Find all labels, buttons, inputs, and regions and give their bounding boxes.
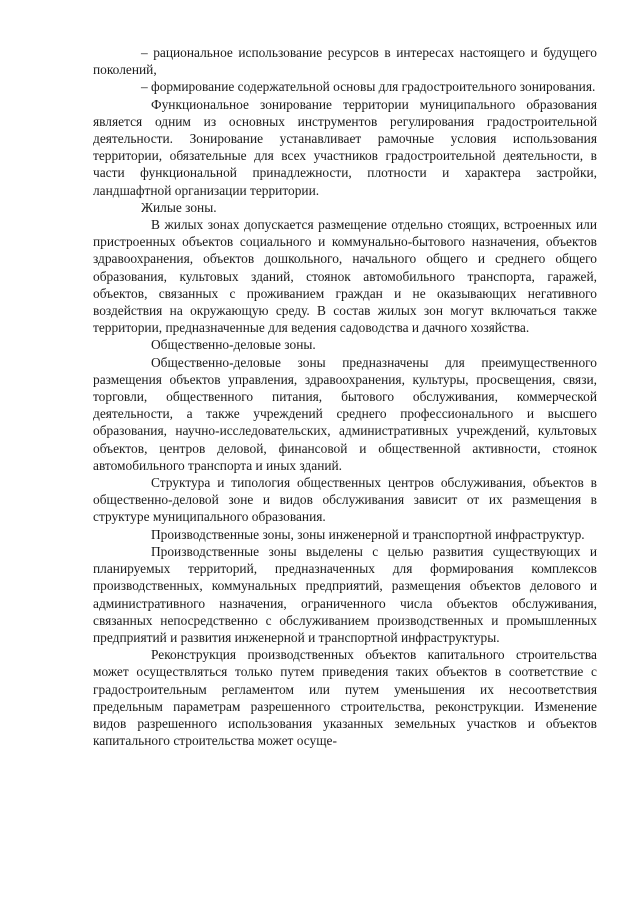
list-item-zoning-basis: – формирование содержательной основы для градостроительного зонирования. [141, 79, 596, 95]
section-heading-production: Производственные зоны, зоны инженерной и транспортной инфраструктур. [151, 526, 585, 542]
section-heading-residential: Жилые зоны. [141, 199, 217, 215]
paragraph-production-zones: Производственные зоны выделены с целью развития существующих и планируемых территорий, предназначенных для формирования комплексов производственных, коммунальных предприятий, размещения объектов делового и административного назначения, ограниченного числа объектов обслуживания, связанных непосредственно с обслуживанием производственных и промышленных предприятий и развития инженерной и транспортной инфраструктуры. [93, 543, 597, 645]
paragraph-reconstruction: Реконструкция производственных объектов капитального строительства может осуществляться только путем приведения таких объектов в соответствие с градостроительным регламентом или путем уменьшения их несоответствия предельным параметрам разрешенного строительства, реконструкции. Изменение видов разрешенного использования указанных земельных участков и объектов капитального строительства может осуще- [93, 647, 597, 749]
section-heading-public-business: Общественно-деловые зоны. [151, 337, 316, 353]
document-page [93, 44, 597, 749]
paragraph-residential: В жилых зонах допускается размещение отдельно стоящих, встроенных или пристроенных объектов социального и коммунально-бытового назначения, объектов здравоохранения, объектов дошкольного, начального общего и среднего общего образования, культовых зданий, стоянок автомобильного транспорта, гаражей, объектов, связанных с проживанием граждан и не оказывающих негативного воздействия на окружающую среду. В состав жилых зон могут включаться также территории, предназначенные для ведения садоводства и дачного хозяйства. [93, 217, 597, 336]
list-item-resources: – рациональное использование ресурсов в интересах настоящего и будущего поколений, [93, 45, 597, 78]
paragraph-structure-typology: Структура и типология общественных центров обслуживания, объектов в общественно-деловой зоне и видов обслуживания зависит от их размещения в структуре муниципального образования. [93, 475, 597, 525]
paragraph-functional-zoning: Функциональное зонирование территории муниципального образования является одним из основных инструментов регулирования градостроительной деятельности. Зонирование устанавливает рамочные условия использования территории, обязательные для всех участников градостроительной деятельности, в части функциональной принадлежности, плотности и характера застройки, ландшафтной организации территории. [93, 96, 597, 198]
paragraph-public-business: Общественно-деловые зоны предназначены для преимущественного размещения объектов управления, здравоохранения, культуры, просвещения, связи, торговли, общественного питания, бытового обслуживания, коммерческой деятельности, а также учреждений среднего профессионального и высшего образования, научно-исследовательских, административных учреждений, культовых объектов, центров деловой, финансовой и общественной активности, стоянок автомобильного транспорта и иных зданий. [93, 354, 597, 473]
